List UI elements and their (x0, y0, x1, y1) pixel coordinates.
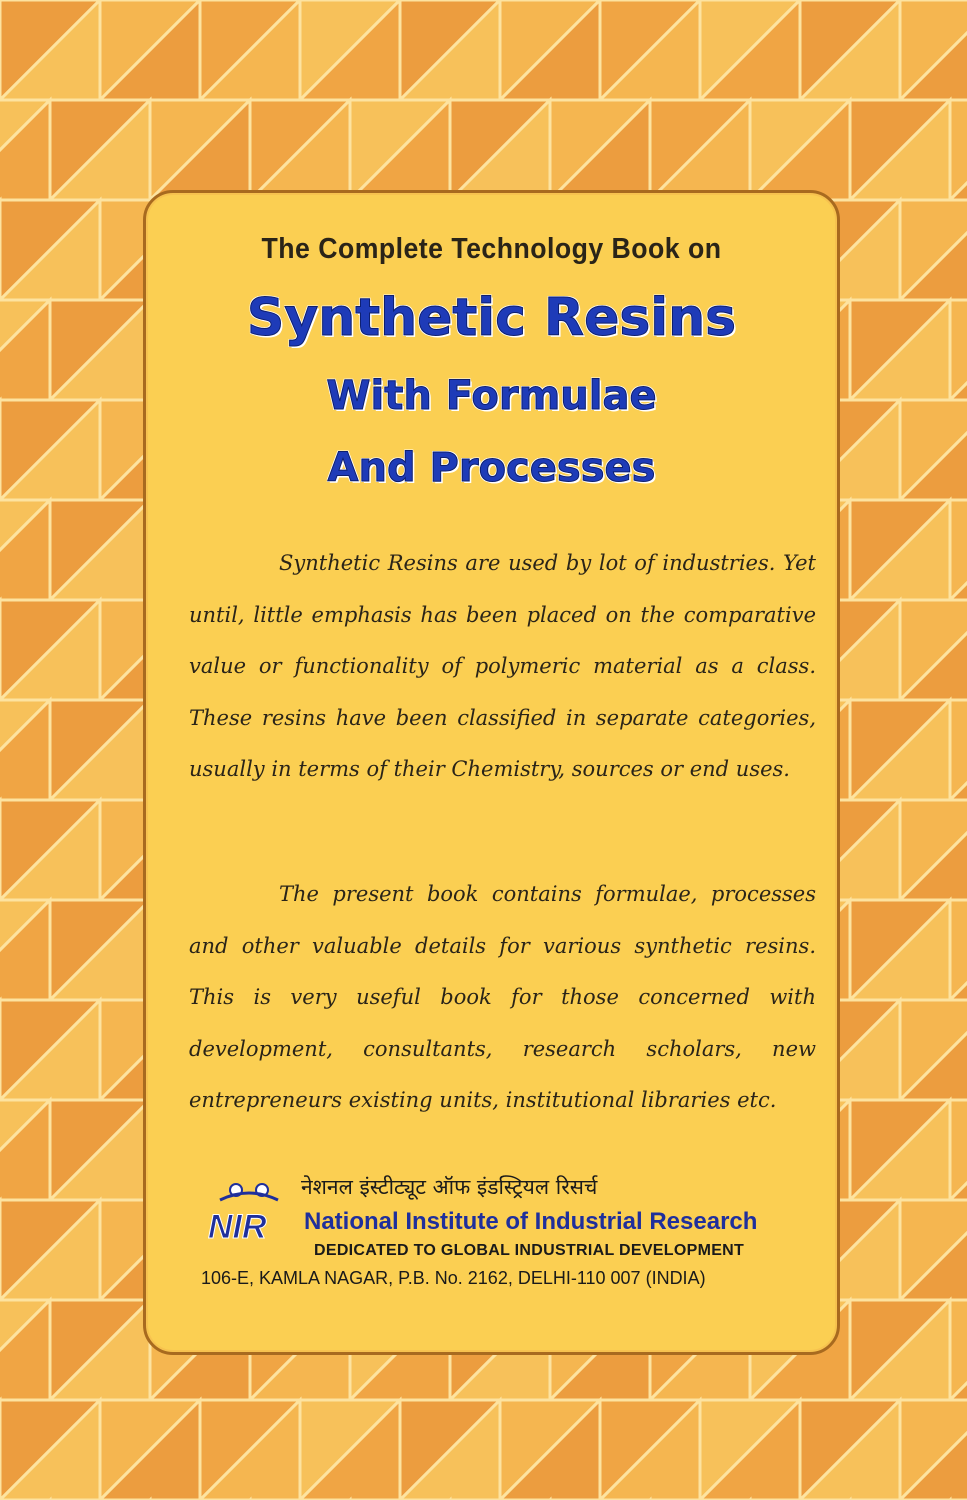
book-subtitle: The Complete Technology Book on (261, 233, 722, 265)
description-paragraph-1: Synthetic Resins are used by lot of industries. Yet until, little emphasis has been placed on the comparative value or functionality of polymeric material as a class. These resins have been classified in separate categories, usually in terms of their Chemistry, sources or end uses. (189, 551, 816, 781)
book-title-line-3: And Processes (327, 445, 656, 491)
nir-logo-icon (206, 1178, 292, 1246)
description-paragraph-2: The present book contains formulae, processes and other valuable details for various synthetic resins. This is very useful book for those concerned with development, consultants, research scholars, new entrepreneurs existing units, institutional libraries etc. (189, 882, 816, 1112)
book-title: Synthetic Resins (246, 288, 737, 348)
publisher-name: National Institute of Industrial Research (304, 1208, 758, 1235)
book-title-line-2: With Formulae (326, 373, 657, 419)
publisher-tagline: DEDICATED TO GLOBAL INDUSTRIAL DEVELOPMENT (314, 1242, 745, 1259)
publisher-hindi-name: नेशनल इंस्टीट्यूट ऑफ इंडस्ट्रियल रिसर्च (301, 1175, 598, 1199)
publisher-block (146, 1168, 837, 1343)
back-cover-panel (143, 190, 840, 1355)
svg-text:NIR: NIR (208, 1208, 267, 1246)
publisher-address: 106-E, KAMLA NAGAR, P.B. No. 2162, DELHI-110 007 (INDIA) (201, 1268, 706, 1288)
